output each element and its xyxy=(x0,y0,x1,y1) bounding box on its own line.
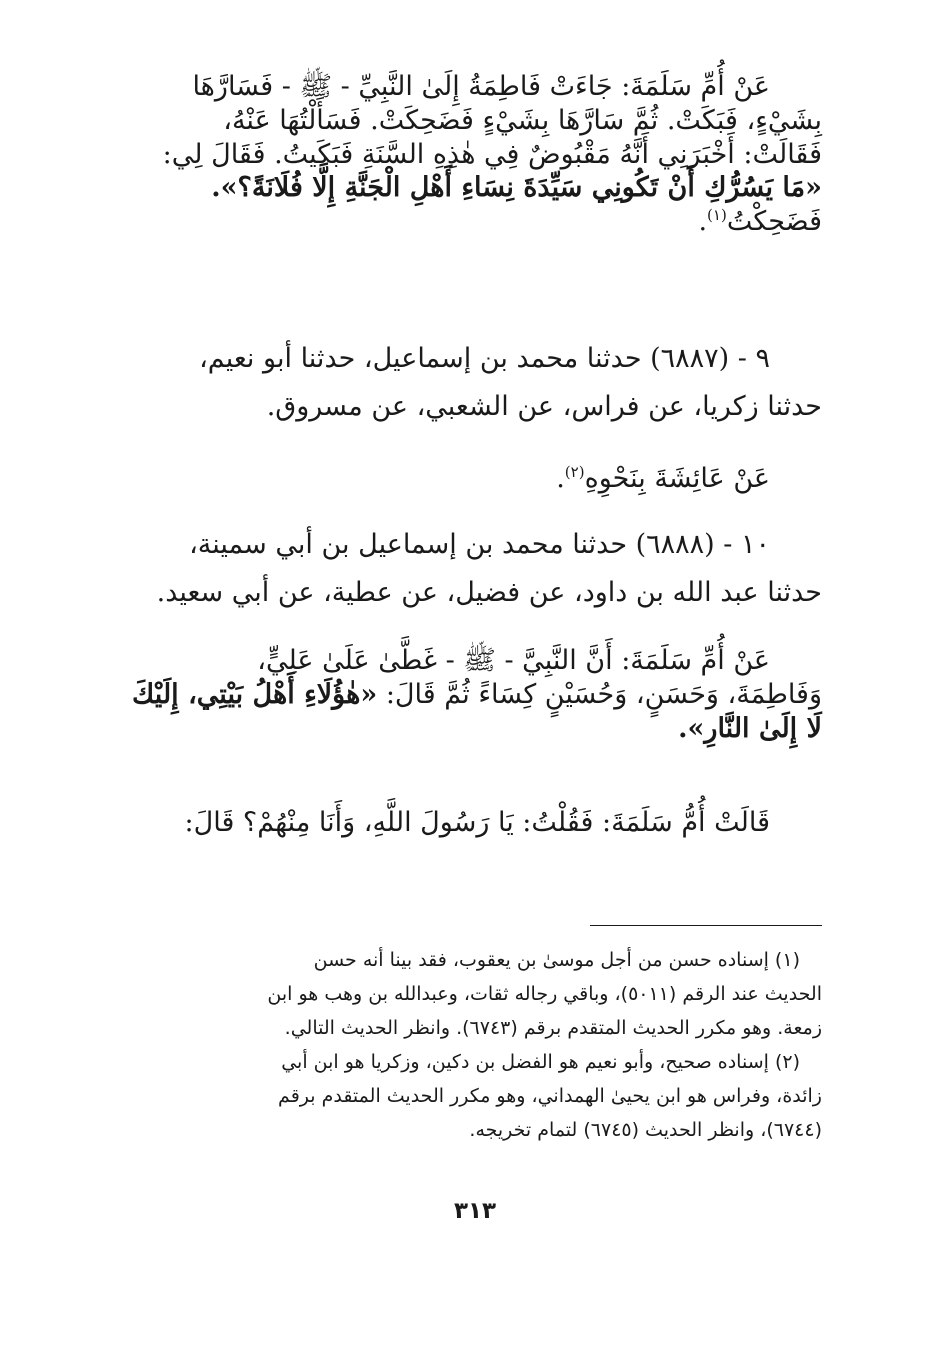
text-line: قَالَتْ أُمُّ سَلَمَةَ: فَقُلْتُ: يَا رَسُولَ اللَّهِ، وَأَنَا مِنْهُمْ؟ قَالَ: xyxy=(184,807,770,838)
text-line: حدثنا زكريا، عن فراس، عن الشعبي، عن مسروق. xyxy=(266,390,822,422)
footnote-line: الحديث عند الرقم (٥٠١١)، وباقي رجاله ثقات، وعبدالله بن وهب هو ابن xyxy=(267,983,822,1005)
footnote-ref-1: (١) xyxy=(707,206,727,224)
text-fragment-bold-quote: «هٰؤُلَاءِ أَهْلُ بَيْتِي، إِلَيْكَ xyxy=(132,678,378,710)
footnotes xyxy=(130,943,822,1147)
footnote-separator xyxy=(590,925,822,926)
text-line: ٩ - (٦٨٨٧) حدثنا محمد بن إسماعيل، حدثنا أبو نعيم، xyxy=(199,343,770,374)
text-fragment: وَفَاطِمَةَ، وَحَسَنٍ، وَحُسَيْنٍ كِسَاءً ثُمَّ قَالَ: xyxy=(377,678,822,710)
text-line xyxy=(130,678,822,712)
text-line-bold-quote: «مَا يَسُرُّكِ أَنْ تَكُونِي سَيِّدَةَ نِسَاءِ أَهْلِ الْجَنَّةِ إِلَّا فُلَانَةً؟». xyxy=(211,172,822,204)
text-line: ١٠ - (٦٨٨٨) حدثنا محمد بن إسماعيل بن أبي سمينة، xyxy=(189,529,770,560)
text-fragment: . xyxy=(556,463,565,494)
text-line: حدثنا عبد الله بن داود، عن فضيل، عن عطية، عن أبي سعيد. xyxy=(156,576,822,608)
hadith-text-umm-salama-fatima xyxy=(130,70,822,239)
page-number: ٣١٣ xyxy=(453,1198,497,1224)
footnote-line: (١) إسناده حسن من أجل موسىٰ بن يعقوب، فقد بينا أنه حسن xyxy=(313,949,800,971)
hadith-text-umm-salama-question xyxy=(130,806,822,840)
text-line: بِشَيْءٍ، فَبَكَتْ. ثُمَّ سَارَّهَا بِشَيْءٍ فَضَحِكَتْ. فَسَأَلْتُهَا عَنْهُ، xyxy=(223,104,822,136)
isnad-hadith-9 xyxy=(130,342,822,424)
text-line-bold-quote: لَا إِلَىٰ النَّارِ». xyxy=(678,712,822,744)
text-fragment: . xyxy=(698,206,708,237)
text-line: عَنْ أُمِّ سَلَمَةَ: جَاءَتْ فَاطِمَةُ إِلَىٰ النَّبِيِّ - ﷺ - فَسَارَّهَا xyxy=(192,71,770,102)
isnad-hadith-10 xyxy=(130,528,822,610)
hadith-text-kisa xyxy=(130,644,822,745)
text-line: فَقَالَتْ: أَخْبَرَنِي أَنَّهُ مَقْبُوضٌ فِي هٰذِهِ السَّنَةِ فَبَكَيتُ. فَقَالَ لِي: xyxy=(162,138,822,170)
footnote-1 xyxy=(130,943,822,1045)
footnote-ref-2: (٢) xyxy=(564,463,585,481)
footnote-line: (٢) إسناده صحيح، وأبو نعيم هو الفضل بن دكين، وزكريا هو ابن أبي xyxy=(281,1051,800,1073)
text-line: عَنْ أُمِّ سَلَمَةَ: أَنَّ النَّبِيَّ - ﷺ - غَطَّىٰ عَلَىٰ عَلِيٍّ، xyxy=(257,645,770,676)
text-fragment: فَضَحِكْتُ xyxy=(726,206,822,237)
footnote-line: زمعة. وهو مكرر الحديث المتقدم برقم (٦٧٤٣). وانظر الحديث التالي. xyxy=(284,1017,822,1039)
footnote-2 xyxy=(130,1045,822,1147)
text-line xyxy=(130,205,822,239)
text-line xyxy=(130,462,822,496)
text-fragment: عَنْ عَائِشَةَ بِنَحْوِهِ xyxy=(584,463,770,494)
footnote-line: زائدة، وفراس هو ابن يحيىٰ الهمداني، وهو مكرر الحديث المتقدم برقم xyxy=(278,1085,822,1107)
footnote-line: (٦٧٤٤)، وانظر الحديث (٦٧٤٥) لتمام تخريجه. xyxy=(469,1119,822,1141)
hadith-text-aisha xyxy=(130,462,822,496)
